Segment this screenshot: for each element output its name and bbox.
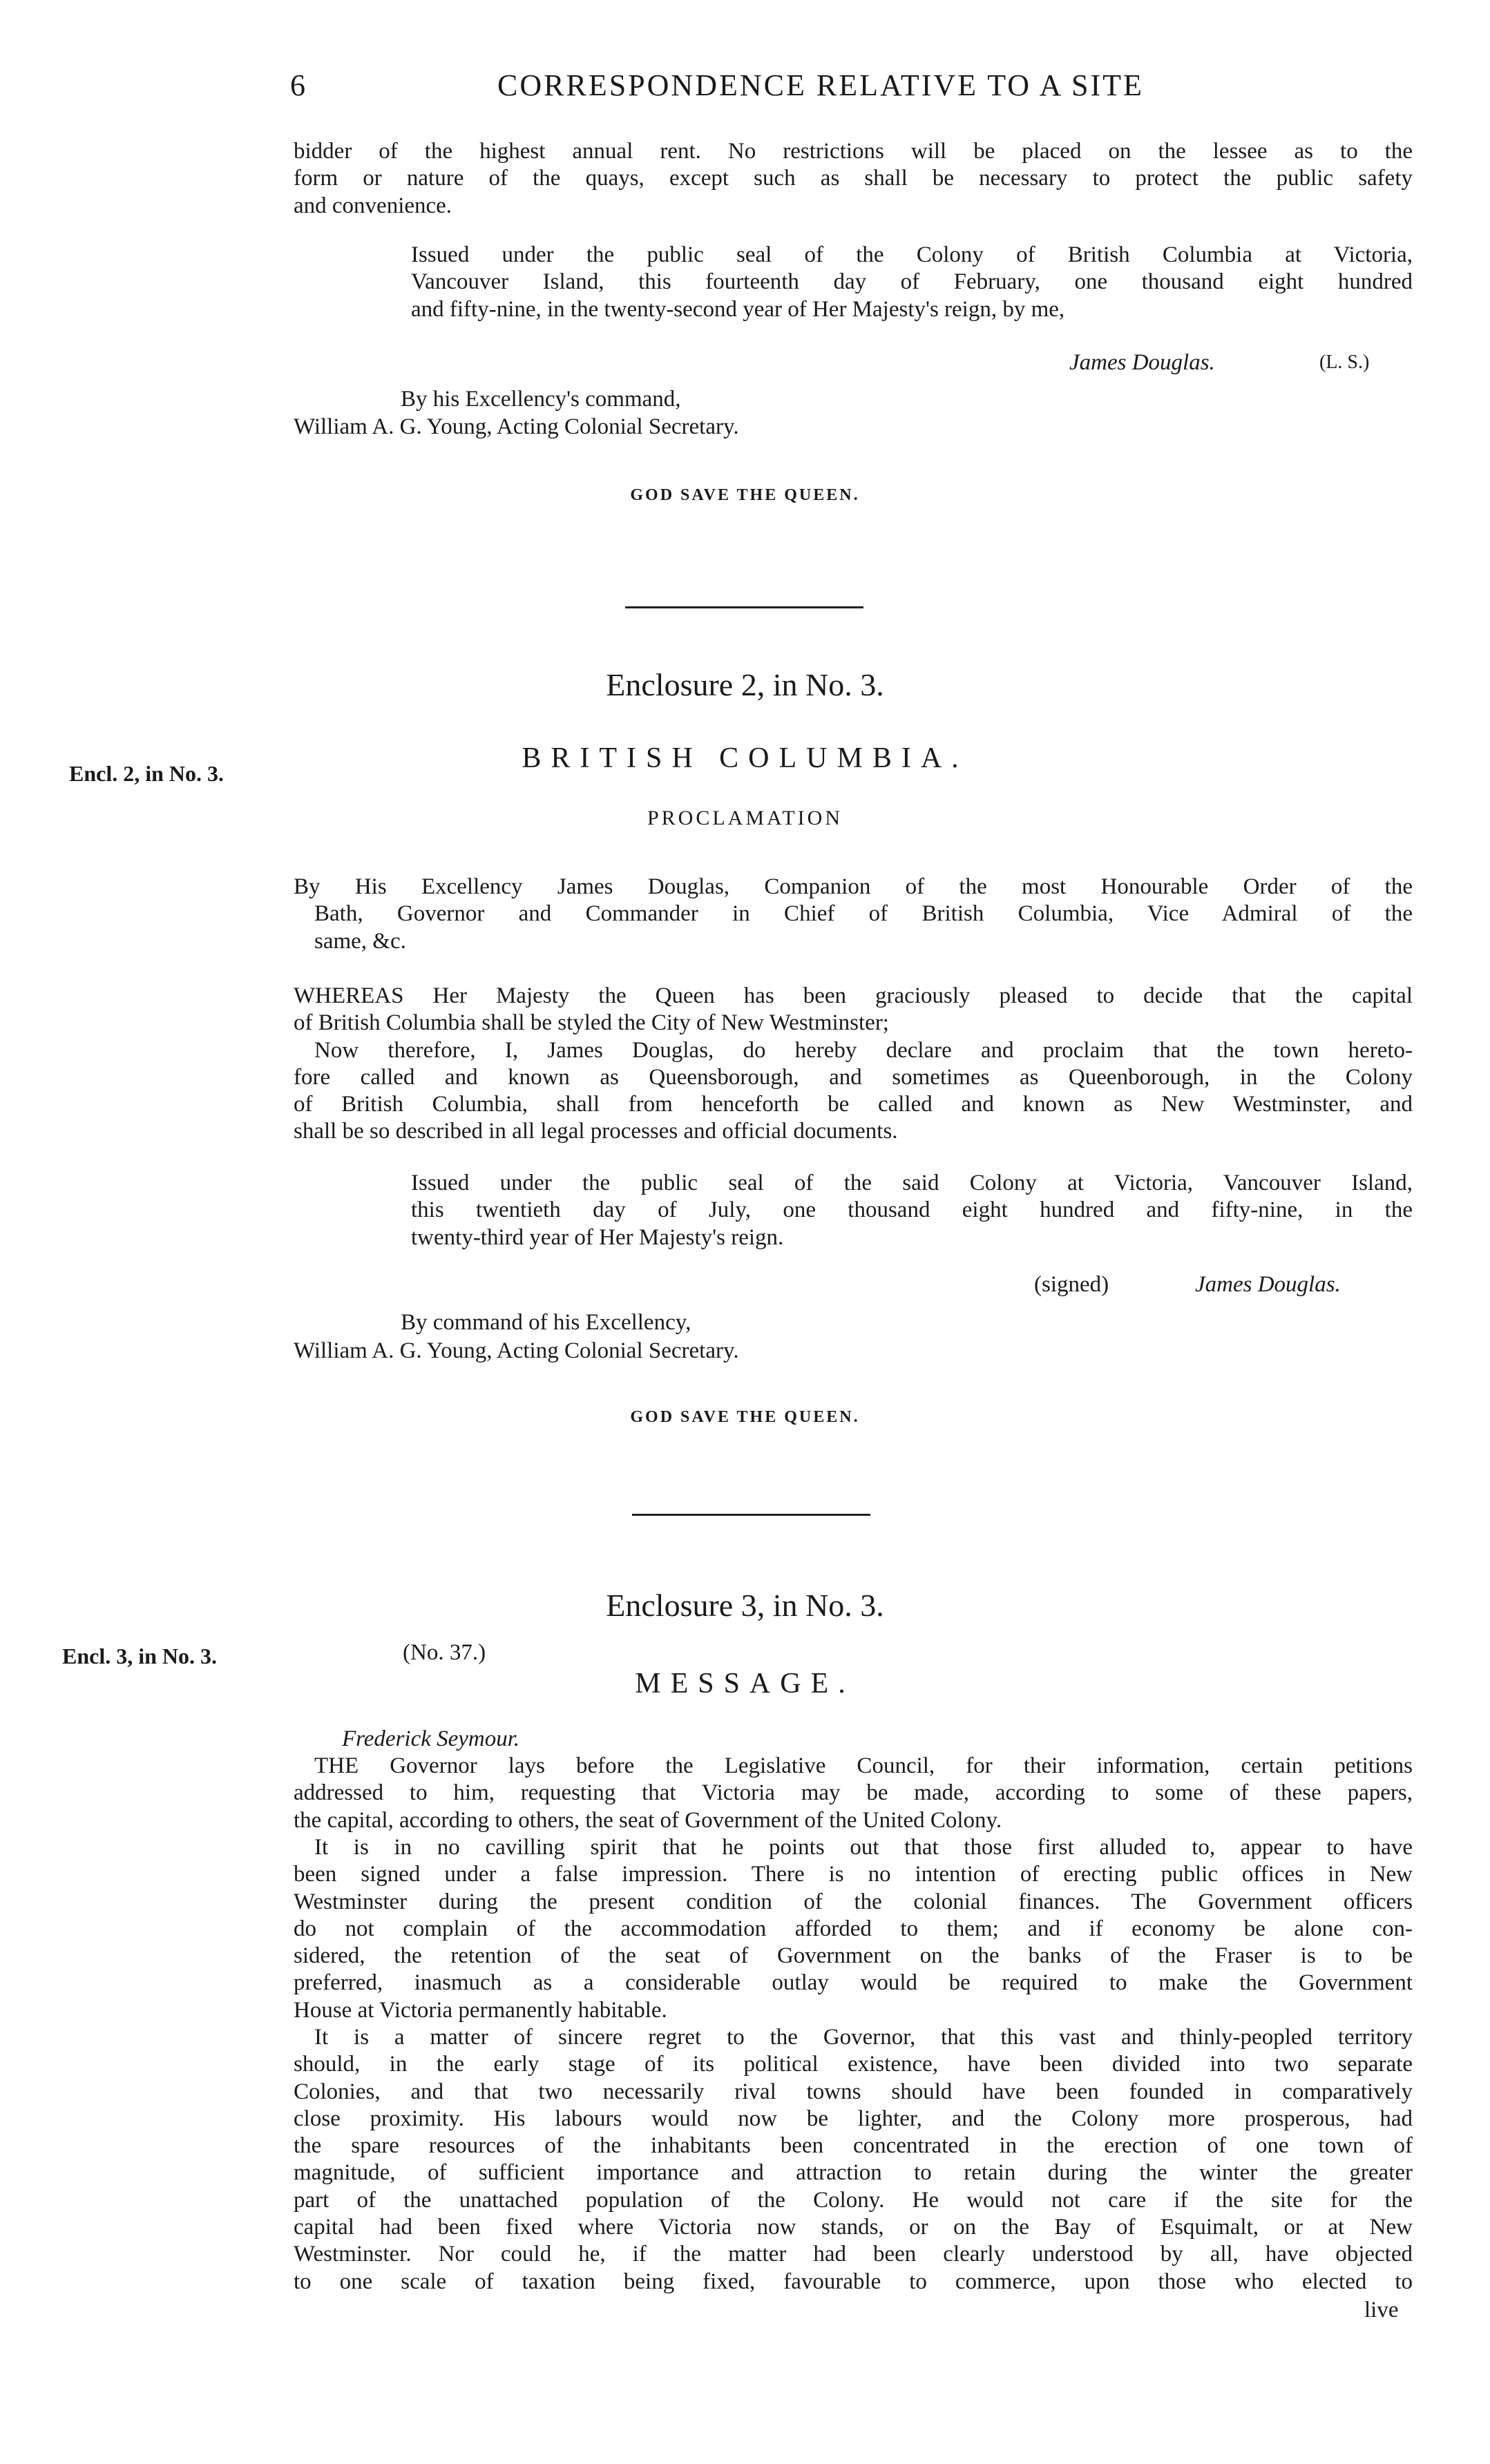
text-line: twenty-third year of Her Majesty's reign.	[411, 1224, 784, 1250]
by-excellency-paragraph	[294, 874, 1413, 955]
enclosure-title: Enclosure 2, in No. 3.	[606, 667, 884, 702]
message-paragraph-1	[294, 1753, 1413, 1834]
text-line: Westminster during the present condition of the colonial finances. The Government officers	[294, 1889, 1413, 1914]
god-save-the-queen: GOD SAVE THE QUEEN.	[630, 486, 860, 504]
text-line: Colonies, and that two necessarily rival towns should have been founded in comparatively	[294, 2079, 1413, 2104]
proclamation-heading: PROCLAMATION	[647, 807, 843, 829]
catchword: live	[1364, 2298, 1399, 2322]
god-save-the-queen: GOD SAVE THE QUEEN.	[630, 1408, 860, 1426]
enclosure-title: Enclosure 3, in No. 3.	[606, 1588, 884, 1623]
issued-paragraph-2	[411, 1170, 1413, 1251]
text-line: do not complain of the accommodation afforded to them; and if economy be alone con-	[294, 1916, 1413, 1941]
text-line: WHEREAS Her Majesty the Queen has been graciously pleased to decide that the capital	[294, 983, 1413, 1008]
text-line: Issued under the public seal of the Colony of British Columbia at Victoria,	[411, 242, 1413, 267]
text-line: form or nature of the quays, except such as shall be necessary to protect the public safety	[294, 166, 1413, 191]
text-line: magnitude, of sufficient importance and attraction to retain during the winter the greater	[294, 2160, 1413, 2186]
text-line: It is a matter of sincere regret to the Governor, that this vast and thinly-peopled territory	[314, 2025, 1413, 2050]
signed-mark: (signed)	[1034, 1272, 1109, 1297]
section-divider	[632, 1514, 870, 1516]
secretary-line: William A. G. Young, Acting Colonial Secretary.	[294, 1338, 739, 1363]
text-line: to one scale of taxation being fixed, favourable to commerce, upon those who elected to	[294, 2269, 1413, 2294]
text-line: Vancouver Island, this fourteenth day of February, one thousand eight hundred	[411, 269, 1413, 295]
text-line: should, in the early stage of its political existence, have been divided into two separate	[294, 2052, 1413, 2077]
text-line: and fifty-nine, in the twenty-second year of Her Majesty's reign, by me,	[411, 296, 1065, 322]
text-line: of British Columbia shall be styled the City of New Westminster;	[294, 1010, 889, 1036]
margin-note: Encl. 3, in No. 3.	[62, 1644, 218, 1668]
author-name: Frederick Seymour.	[342, 1726, 520, 1751]
text-line: Bath, Governor and Commander in Chief of British Columbia, Vice Admiral of the	[314, 901, 1413, 927]
text-line: Now therefore, I, James Douglas, do hereby declare and proclaim that the town hereto-	[314, 1037, 1413, 1063]
top-paragraph	[294, 138, 1413, 220]
colony-heading: BRITISH COLUMBIA.	[522, 742, 968, 774]
text-line: preferred, inasmuch as a considerable outlay would be required to make the Government	[294, 1970, 1413, 1996]
text-line: close proximity. His labours would now be lighter, and the Colony more prosperous, had	[294, 2106, 1413, 2131]
running-head: CORRESPONDENCE RELATIVE TO A SITE	[497, 68, 1144, 102]
message-paragraph-2	[294, 1834, 1413, 2024]
text-line: fore called and known as Queensborough, and sometimes as Queenborough, in the Colony	[294, 1064, 1413, 1090]
text-line: capital had been fixed where Victoria now stands, or on the Bay of Esquimalt, or at New	[294, 2215, 1413, 2240]
text-line: and convenience.	[294, 193, 452, 218]
text-line: same, &c.	[314, 928, 406, 954]
command-line: By command of his Excellency,	[401, 1310, 691, 1335]
text-line: Westminster. Nor could he, if the matter had been clearly understood by all, have objected	[294, 2242, 1413, 2267]
text-line: this twentieth day of July, one thousand eight hundred and fifty-nine, in the	[411, 1197, 1413, 1223]
text-line: bidder of the highest annual rent. No restrictions will be placed on the lessee as to the	[294, 139, 1413, 164]
message-number: (No. 37.)	[403, 1640, 486, 1665]
text-line: It is in no cavilling spirit that he points out that those first alluded to, appear to have	[314, 1835, 1413, 1860]
text-line: By His Excellency James Douglas, Companion of the most Honourable Order of the	[294, 874, 1413, 899]
text-line: sidered, the retention of the seat of Government on the banks of the Fraser is to be	[294, 1943, 1413, 1969]
margin-note: Encl. 2, in No. 3.	[69, 761, 225, 786]
section-divider	[625, 606, 863, 608]
text-line: of British Columbia, shall from henceforth be called and known as New Westminster, and	[294, 1092, 1413, 1117]
text-line: Issued under the public seal of the said Colony at Victoria, Vancouver Island,	[411, 1171, 1413, 1195]
signature: James Douglas.	[1195, 1272, 1341, 1297]
text-line: the capital, according to others, the seat of Government of the United Colony.	[294, 1807, 1002, 1833]
command-line: By his Excellency's command,	[401, 387, 681, 412]
whereas-paragraph	[294, 983, 1413, 1146]
text-line: the spare resources of the inhabitants been concentrated in the erection of one town of	[294, 2133, 1413, 2159]
text-line: been signed under a false impression. There is no intention of erecting public offices in New	[294, 1862, 1413, 1887]
page-number: 6	[290, 68, 305, 102]
text-line: addressed to him, requesting that Victoria may be made, according to some of these papers,	[294, 1780, 1413, 1806]
text-line: shall be so described in all legal processes and official documents.	[294, 1119, 898, 1144]
text-line: THE Governor lays before the Legislative Council, for their information, certain petitions	[314, 1753, 1413, 1778]
issued-paragraph	[411, 242, 1413, 323]
seal-mark: (L. S.)	[1319, 352, 1370, 373]
secretary-line: William A. G. Young, Acting Colonial Secretary.	[294, 414, 739, 439]
message-heading: MESSAGE.	[635, 1668, 855, 1700]
signature: James Douglas.	[1069, 350, 1215, 375]
text-line: House at Victoria permanently habitable.	[294, 1997, 667, 2023]
message-paragraph-3	[294, 2024, 1413, 2295]
text-line: part of the unattached population of the Colony. He would not care if the site for the	[294, 2187, 1413, 2213]
